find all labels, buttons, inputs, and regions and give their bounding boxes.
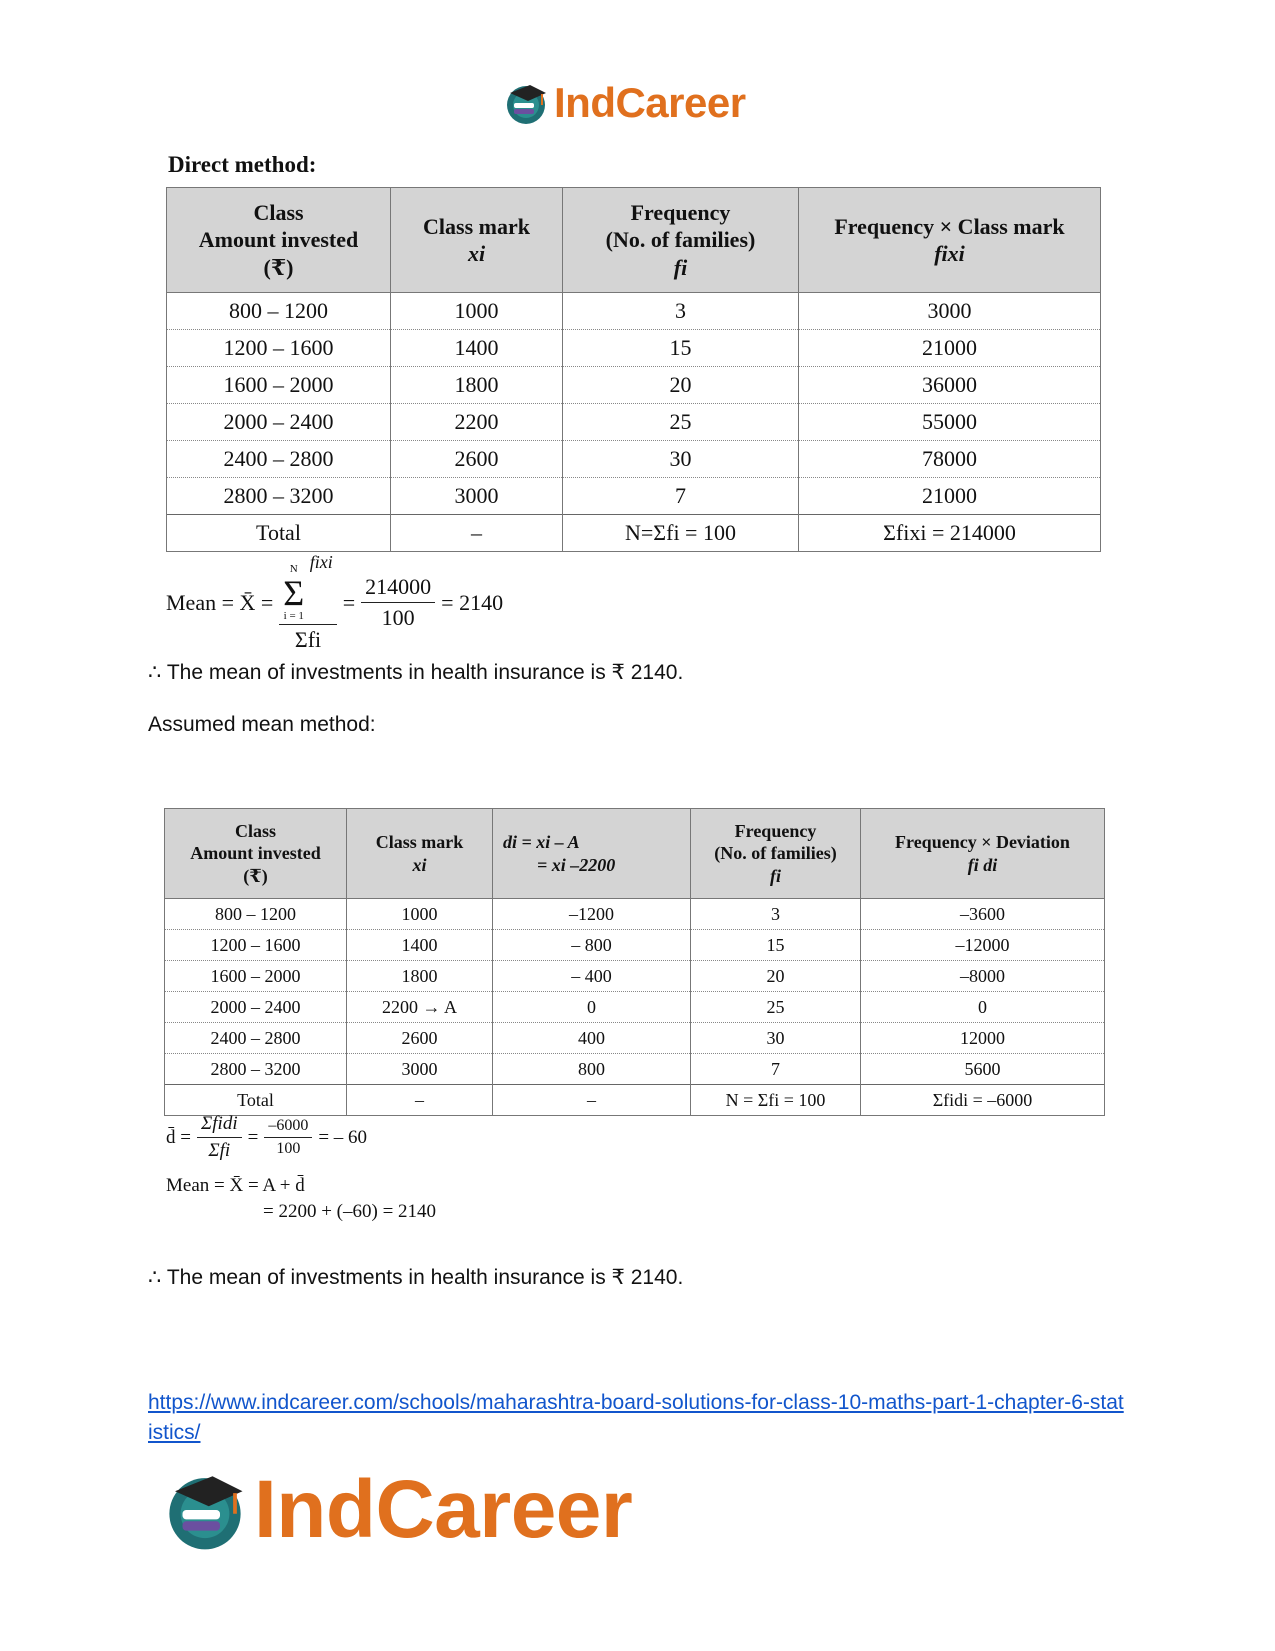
- header-class: Class Amount invested (₹): [165, 809, 347, 899]
- header-frequency: Frequency (No. of families) fi: [563, 188, 799, 293]
- assumed-mean-heading: Assumed mean method:: [148, 713, 376, 736]
- summation-symbol: N Σ i = 1: [283, 563, 305, 622]
- header-frequency-times-deviation: Frequency × Deviation fi di: [861, 809, 1105, 899]
- header-class: Class Amount invested (₹): [167, 188, 391, 293]
- brand-wordmark: IndCareer: [254, 1464, 633, 1555]
- table-row: 1600 – 2000 1800 – 400 20 –8000: [165, 961, 1105, 992]
- table-row: 2800 – 3200 3000 800 7 5600: [165, 1054, 1105, 1085]
- table-row: 2000 – 2400 2200 → A 0 25 0: [165, 992, 1105, 1023]
- table-row: 800 – 1200 1000 3 3000: [167, 293, 1101, 330]
- graduation-cap-icon: [502, 79, 550, 127]
- table-row: 2400 – 2800 2600 30 78000: [167, 441, 1101, 478]
- header-frequency-times-class-mark: Frequency × Class mark fixi: [799, 188, 1101, 293]
- brand-logo: [502, 78, 746, 128]
- conclusion-direct: ∴ The mean of investments in health insurance is ₹ 2140.: [148, 661, 684, 684]
- table-row: 2000 – 2400 2200 25 55000: [167, 404, 1101, 441]
- table-header-row: [167, 188, 1101, 293]
- mean-equation-line-1: Mean = X̄ = A + d̄: [166, 1175, 305, 1196]
- direct-method-heading: Direct method:: [168, 152, 317, 177]
- header-frequency: Frequency (No. of families) fi: [691, 809, 861, 899]
- conclusion-assumed: ∴ The mean of investments in health insurance is ₹ 2140.: [148, 1266, 684, 1289]
- table-row: 2400 – 2800 2600 400 30 12000: [165, 1023, 1105, 1054]
- brand-logo-large: [160, 1465, 632, 1555]
- table-row: 1600 – 2000 1800 20 36000: [167, 367, 1101, 404]
- direct-method-table: [166, 187, 1101, 552]
- assumed-mean-table: [164, 808, 1105, 1116]
- header-deviation: di = xi – A = xi –2200: [493, 809, 691, 899]
- d-bar-formula: d̄ = $\frac{\text{Σfidi}}{\text{Σfi}}$ = $\frac{-6000}{100}$ = – 60: [166, 1113, 368, 1161]
- table-row: 2800 – 3200 3000 7 21000: [167, 478, 1101, 515]
- table-total-row: Total – – N = Σfi = 100 Σfidi = –6000: [165, 1085, 1105, 1116]
- header-class-mark: Class mark xi: [347, 809, 493, 899]
- table-row: 1200 – 1600 1400 15 21000: [167, 330, 1101, 367]
- direct-mean-formula: Mean = X̄ = N Σ i = 1 $^{fixi}$ Σfi = $\frac{214000}{100}$ = 2140: [166, 552, 504, 652]
- header-class-mark: Class mark xi: [391, 188, 563, 293]
- graduation-cap-icon: [160, 1465, 250, 1555]
- mean-equation-line-2: = 2200 + (–60) = 2140: [263, 1201, 437, 1222]
- table-header-row: [165, 809, 1105, 899]
- table-row: 1200 – 1600 1400 – 800 15 –12000: [165, 930, 1105, 961]
- source-link[interactable]: https://www.indcareer.com/schools/maharashtra-board-solutions-for-class-10-maths-part-1-chapter-6-statistics/: [148, 1391, 1124, 1444]
- table-total-row: Total – N=Σfi = 100 Σfixi = 214000: [167, 515, 1101, 552]
- table-row: 800 – 1200 1000 –1200 3 –3600: [165, 899, 1105, 930]
- brand-wordmark: IndCareer: [554, 79, 746, 126]
